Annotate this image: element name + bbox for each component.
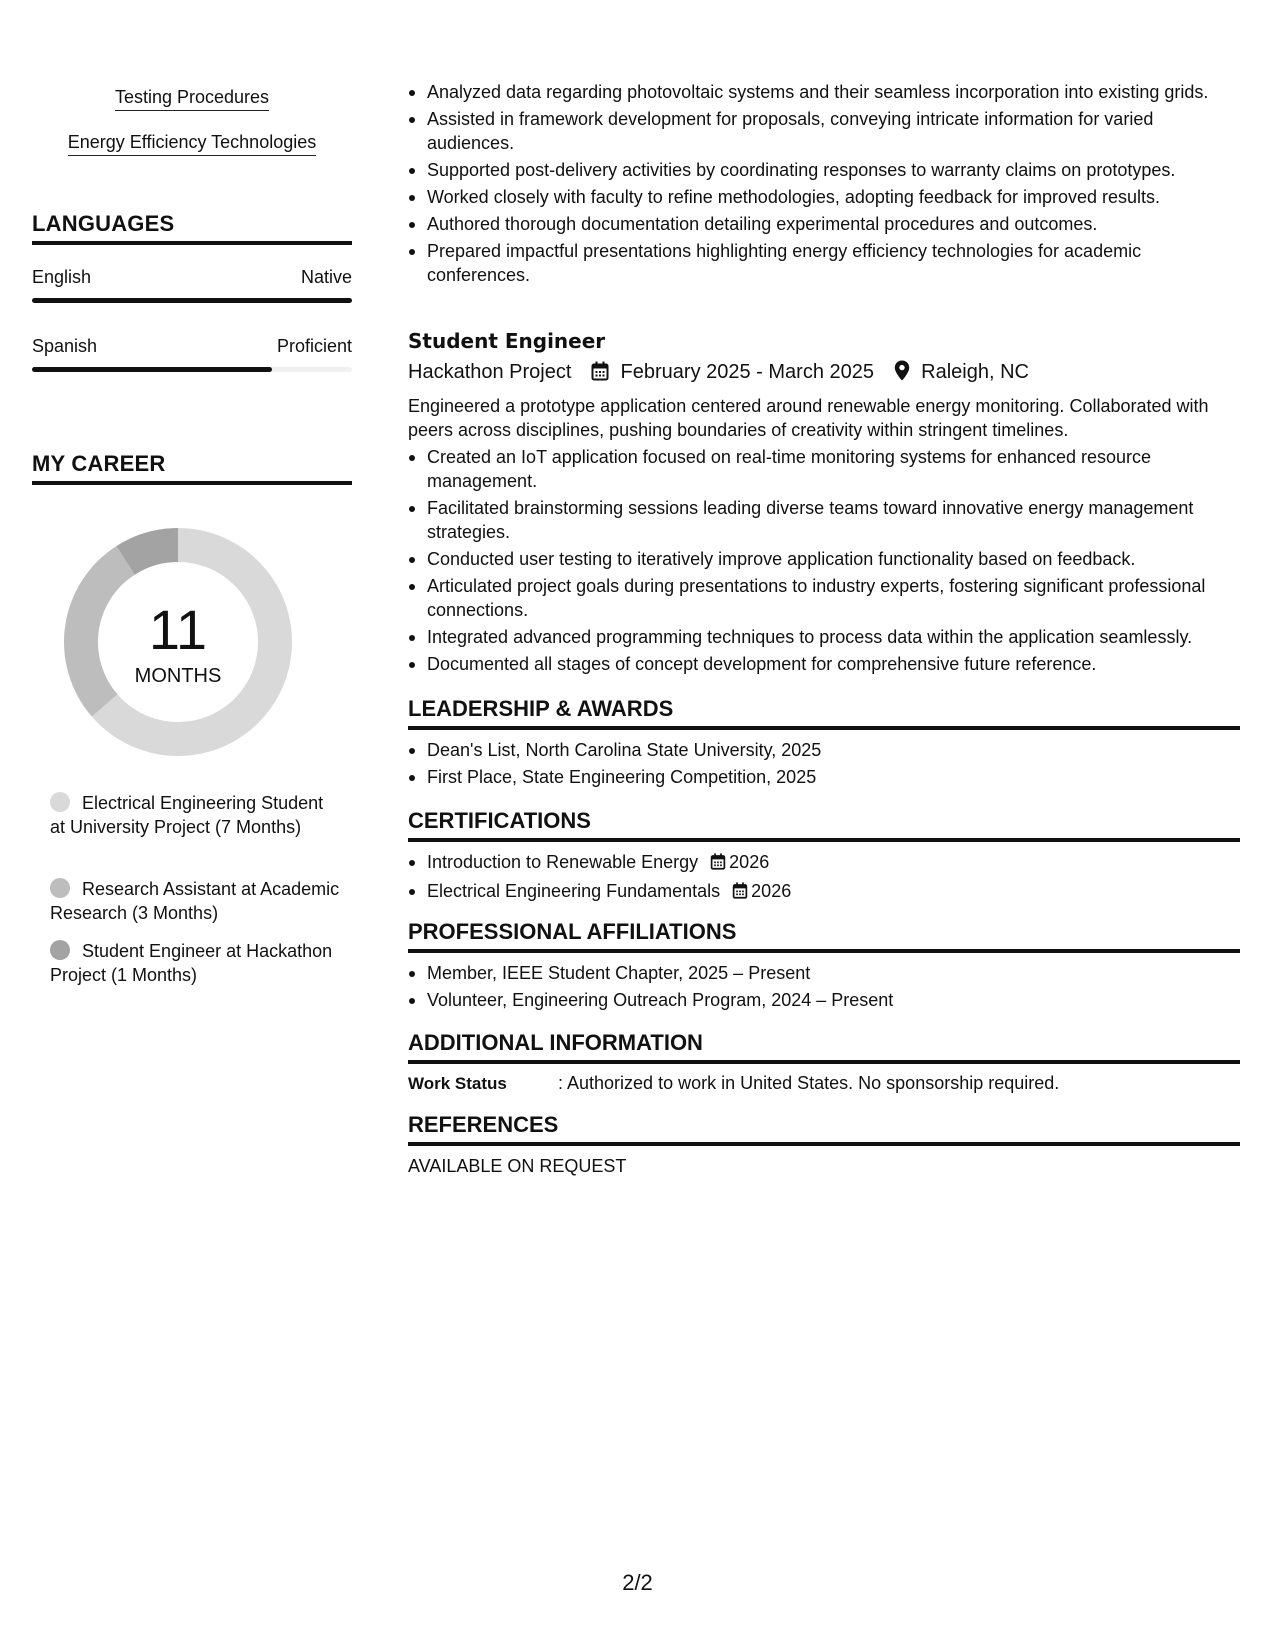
list-item: Facilitated brainstorming sessions leading diverse teams toward innovative energy management strategies. <box>408 496 1240 544</box>
list-item <box>408 850 1240 876</box>
experience-bullet-list <box>408 80 1240 290</box>
section-title: REFERENCES <box>408 1112 1240 1146</box>
page-number: 2/2 <box>622 1570 653 1595</box>
skill-tag <box>32 86 352 111</box>
certification-year: 2026 <box>729 852 770 872</box>
references-value: AVAILABLE ON REQUEST <box>408 1156 627 1176</box>
job-meta <box>408 359 1029 388</box>
list-item: Supported post-delivery activities by coordinating responses to warranty claims on prototypes. <box>408 158 1240 182</box>
language-name: Spanish <box>32 336 98 356</box>
list-item: Analyzed data regarding photovoltaic systems and their seamless incorporation into existing grids. <box>408 80 1240 104</box>
language-level: Native <box>300 267 352 287</box>
language-row <box>32 335 352 357</box>
location-pin-icon <box>894 360 910 388</box>
legend-dot <box>50 792 70 812</box>
career-legend-item <box>50 939 340 987</box>
skill-tag <box>32 131 352 156</box>
legend-dot <box>50 940 70 960</box>
list-item: Authored thorough documentation detailing experimental procedures and outcomes. <box>408 212 1240 236</box>
calendar-icon <box>732 881 748 905</box>
list-item: Articulated project goals during presentations to industry experts, fostering significant professional connections. <box>408 574 1240 622</box>
list-item: Dean's List, North Carolina State University, 2025 <box>408 738 1240 762</box>
certifications-list <box>408 850 1240 908</box>
language-proficiency-bar <box>32 367 352 372</box>
affiliations-list <box>408 961 1240 1015</box>
section-title: CERTIFICATIONS <box>408 808 1240 842</box>
list-item: Volunteer, Engineering Outreach Program, 2024 – Present <box>408 988 1240 1012</box>
list-item: Created an IoT application focused on real-time monitoring systems for enhanced resource management. <box>408 445 1240 493</box>
work-status-row <box>408 1071 1059 1096</box>
list-item: Prepared impactful presentations highlighting energy efficiency technologies for academic conferences. <box>408 239 1240 287</box>
calendar-icon <box>710 852 726 876</box>
skill-label: Testing Procedures <box>115 86 269 111</box>
career-total-unit: MONTHS <box>134 665 222 687</box>
section-title: LEADERSHIP & AWARDS <box>408 696 1240 730</box>
job-description: Engineered a prototype application centered around renewable energy monitoring. Collaborated with peers across disciplines, pushing boundaries of creativity within stringent timelines. <box>408 396 1209 440</box>
additional-info-section-header <box>408 1030 1240 1064</box>
work-status-label: Work Status <box>408 1074 507 1093</box>
career-legend-item <box>50 791 340 839</box>
list-item: First Place, State Engineering Competition, 2025 <box>408 765 1240 789</box>
job-company: Hackathon Project <box>408 361 572 383</box>
language-proficiency-bar <box>32 298 352 303</box>
language-name: English <box>32 267 92 287</box>
references-section-header <box>408 1112 1240 1146</box>
language-proficiency-fill <box>32 298 352 303</box>
certification-year: 2026 <box>751 881 792 901</box>
leadership-section-header <box>408 696 1240 730</box>
certification-name: Introduction to Renewable Energy <box>427 852 699 872</box>
list-item <box>408 879 1240 905</box>
language-proficiency-fill <box>32 367 272 372</box>
certification-name: Electrical Engineering Fundamentals <box>427 881 721 901</box>
language-row <box>32 266 352 288</box>
certifications-section-header <box>408 808 1240 842</box>
calendar-icon <box>591 361 609 388</box>
section-title: MY CAREER <box>32 451 352 485</box>
language-level: Proficient <box>276 336 352 356</box>
career-total-number: 11 <box>148 598 208 661</box>
legend-dot <box>50 878 70 898</box>
list-item: Integrated advanced programming techniques to process data within the application seamlessly. <box>408 625 1240 649</box>
legend-label: Research Assistant at Academic Research (3 Months) <box>50 879 340 923</box>
languages-section-header <box>32 211 352 245</box>
job-title: Student Engineer <box>408 329 606 353</box>
list-item: Conducted user testing to iteratively improve application functionality based on feedback. <box>408 547 1240 571</box>
section-title: ADDITIONAL INFORMATION <box>408 1030 1240 1064</box>
legend-label: Student Engineer at Hackathon Project (1 Months) <box>50 941 333 985</box>
leadership-list <box>408 738 1240 792</box>
career-legend-item <box>50 877 340 925</box>
career-donut-chart <box>64 528 292 756</box>
list-item: Documented all stages of concept development for comprehensive future reference. <box>408 652 1240 676</box>
work-status-value: : Authorized to work in United States. No sponsorship required. <box>558 1073 1060 1093</box>
list-item: Assisted in framework development for proposals, conveying intricate information for varied audiences. <box>408 107 1240 155</box>
section-title: PROFESSIONAL AFFILIATIONS <box>408 919 1240 953</box>
list-item: Member, IEEE Student Chapter, 2025 – Present <box>408 961 1240 985</box>
job-bullet-list <box>408 445 1240 679</box>
section-title: LANGUAGES <box>32 211 352 245</box>
legend-label: Electrical Engineering Student at University Project (7 Months) <box>50 793 324 837</box>
job-location: Raleigh, NC <box>921 361 1029 383</box>
career-section-header <box>32 451 352 485</box>
affiliations-section-header <box>408 919 1240 953</box>
job-dates: February 2025 - March 2025 <box>620 361 875 383</box>
skill-label: Energy Efficiency Technologies <box>68 131 316 156</box>
list-item: Worked closely with faculty to refine methodologies, adopting feedback for improved results. <box>408 185 1240 209</box>
